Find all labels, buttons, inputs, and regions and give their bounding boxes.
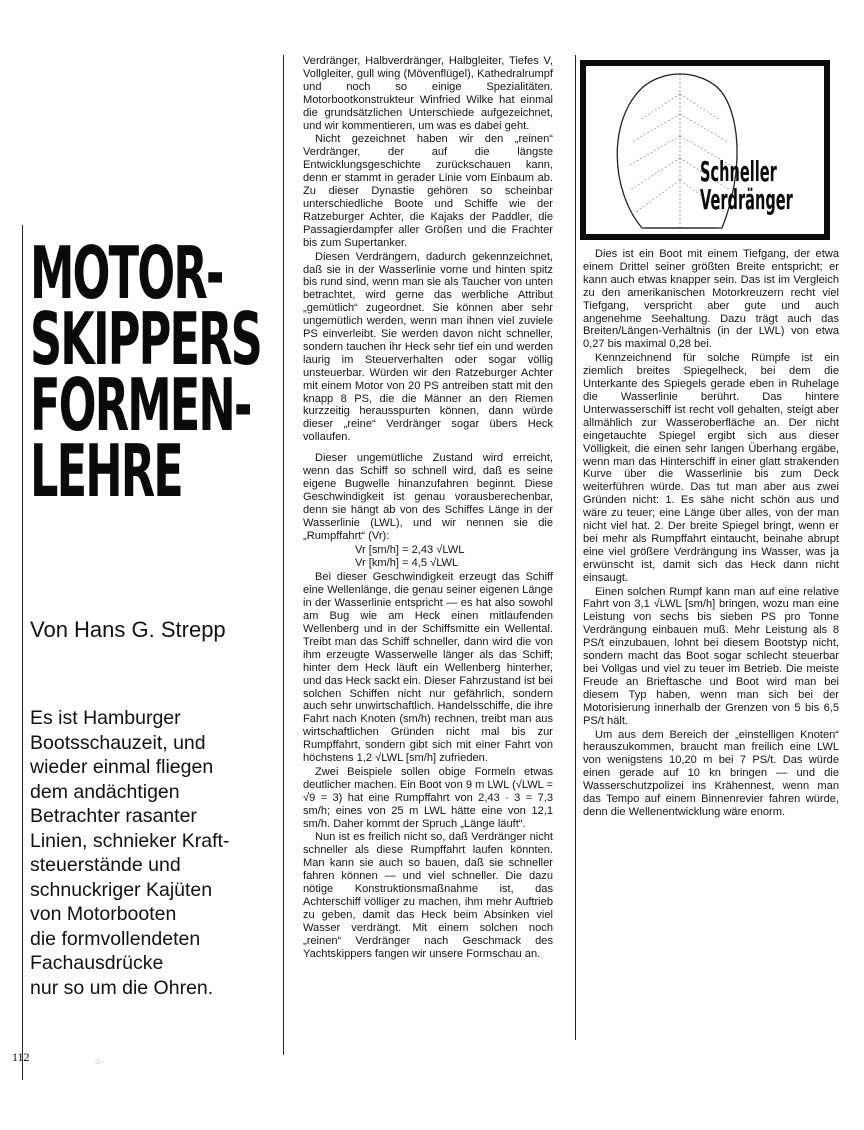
intro-line: wieder einmal fliegen <box>30 756 214 778</box>
hull-diagram <box>580 60 830 240</box>
intro-line: die formvollendeten <box>30 927 201 950</box>
paragraph: Um aus dem Bereich der „einstelligen Knoten“ herauszukommen, braucht man freilich eine LWL von wenigstens 10,20 m bei 7 PS/t. Das würde einen gerade auf 10 kn bringen — und die Wasserschutzpolizei ins Krähennest, wenn man das Tempo auf einem Binnenrevier fahren würde, denn die Wellenentwicklung wäre enorm. <box>583 728 839 818</box>
formula: Vr [km/h] = 4,5 √LWL <box>355 557 459 570</box>
intro-line: schnuckriger Kajüten <box>30 878 213 901</box>
paragraph: Bei dieser Geschwindigkeit erzeugt das Schiff eine Wellenlänge, die genau seiner eigenen Länge in der Wasserlinie entspricht — es hat also sowohl am Bug wie am Heck einen mitlaufenden Wellenberg und in der Schiffsmitte ein Wellental. Treibt man das Schiff schneller, dann wird die von ihm erzeugte Wasserwelle länger als das Schiff; hinter dem Heck läuft ein Wellenberg hinterher, und das Heck sackt ein. Dieser Fahrzustand ist bei solchen Schiffen nicht nur gefährlich, sondern auch sehr unwirtschaftlich. Handelsschiffe, die ihre Fahrt nach Knoten (sm/h) rechnen, treibt man aus wirtschaftlichen Gründen nicht mal bis zur Rumpffahrt, sondern gibt sich mit einer Fahrt von höchstens 1,2 √LWL [sm/h] zufrieden. <box>303 571 553 765</box>
paragraph: Verdränger, Halbverdränger, Halbgleiter, Tiefes V, Vollgleiter, gull wing (Mövenflügel), Kathedralrumpf und noch so einige Spezialitäten. Motorbootkonstrukteur Winfried Wilke hat einmal die grundsätzlichen Unterschiede aufgezeichnet, und wir kommentieren, um was es dabei geht. <box>303 55 553 132</box>
intro-line: von Motorbooten <box>30 903 177 925</box>
intro-line: Es ist Hamburger <box>30 707 181 729</box>
intro-text <box>30 706 280 1000</box>
paragraph: Nicht gezeichnet haben wir den „reinen“ Verdränger, der auf die längste Entwicklungsgeschichte zurückschauen kann, denn er stammt in gerader Linie vom Einbaum ab. Zu dieser Dynastie gehören so scheinbar unterschiedliche Boote und Schiffe wie der Ratzeburger Achter, die Kajaks der Paddler, die Passagierdampfer aller Größen und die Frachter bis zum Supertanker. <box>303 133 553 249</box>
paragraph: Diesen Verdrängern, dadurch gekennzeichnet, daß sie in der Wasserlinie vorne und hinten spitz bis rund sind, wenn man sie als Taucher von unten betrachtet, wird gerne das werbliche Attribut „gemütlich“ zugeordnet. Sie können aber sehr ungemütlich werden, wenn man ihnen viel zuviele PS einverleibt. Sie werden davon nicht schneller, sondern tauchen ihr Heck sehr tief ein und werden laurig im Steuerverhalten oder sogar völlig unsteuerbar. Würden wir den Ratzeburger Achter mit einem Motor von 20 PS antreiben statt mit den knapp 8 PS, die die Männer an den Riemen kurzzeitig herausspurten können, dann würde dieser „reine“ Verdränger sogar übers Heck vollaufen. <box>303 250 553 444</box>
middle-column-rule <box>283 55 284 1055</box>
intro-line: Bootsschauzeit, und <box>30 731 206 754</box>
paragraph: Einen solchen Rumpf kann man auf eine relative Fahrt von 3,1 √LWL [sm/h] bringen, wozu man eine Leistung von sechs bis sieben PS pro Tonne Verdrängung einbauen muß. Mehr Leistung als 8 PS/t einzubauen, lohnt bei diesem Bootstyp nicht, sondern macht das Boot sogar schlecht steuerbar bei Vollgas und viel zu teuer im Betrieb. Die meiste Freude an Brieftasche und Boot wird man bei diesem Typ haben, wenn man sich bei der Motorisierung innerhalb der Grenzen von 5 bis 6,5 PS/t hält. <box>583 585 839 727</box>
intro-line: Betrachter rasanter <box>30 805 197 827</box>
intro-line: nur so um die Ohren. <box>30 976 214 999</box>
byline: Von Hans G. Strepp <box>30 617 226 642</box>
diagram-label-line: Schneller <box>700 155 777 188</box>
diagram-label-line: Verdränger <box>700 183 793 216</box>
page-number: 112 <box>12 1050 30 1064</box>
formula: Vr [sm/h] = 2,43 √LWL <box>355 543 465 556</box>
paragraph: Zwei Beispiele sollen obige Formeln etwas deutlicher machen. Ein Boot von 9 m LWL (√LWL = √9 = 3) hat eine Rumpffahrt von 2,43 · 3 = 7,3 sm/h; eines von 25 m LWL hätte eine von 12,1 sm/h. Daher kommt der Spruch „Länge läuft“. <box>303 765 553 830</box>
diagram-label <box>700 155 830 216</box>
headline-line: LEHRE <box>30 429 182 513</box>
intro-line: dem andächtigen <box>30 780 180 803</box>
left-column-rule <box>22 225 23 1080</box>
intro-line: steuerstände und <box>30 854 181 876</box>
article-column-middle <box>303 55 553 962</box>
paragraph: Dieser ungemütliche Zustand wird erreicht, wenn das Schiff so schnell wird, daß es seine eigene Bugwelle hinanzufahren beginnt. Diese Geschwindigkeit ist genau vorausberechenbar, denn sie hängt ab von des Schiffes Länge in der Wasserlinie (LWL), und wir nennen sie die „Rumpffahrt“ (Vr): <box>303 452 553 542</box>
article-column-right <box>583 248 839 820</box>
paragraph: Dies ist ein Boot mit einem Tiefgang, der etwa einem Drittel seiner größten Breite entspricht; er kann auch etwas knapper sein. Das ist im Vergleich zu den amerikanischen Motorkreuzern recht viel Tiefgang, verspricht aber gute und auch angenehme Seehaltung. Dazu trägt auch das Breiten/Längen-Verhältnis (in der LWL) von etwa 0,27 bis maximal 0,28 bei. <box>583 248 839 351</box>
paragraph: Nun ist es freilich nicht so, daß Verdränger nicht schneller als diese Rumpffahrt laufen könnten. Man kann sie auch so bauen, daß sie schneller fahren können — und viel schneller. Die dazu nötige Konstruktionsmaßnahme ist, das Achterschiff völliger zu machen, ihm mehr Auftrieb zu geben, damit das Heck beim Absinken viel Wasser verdrängt. Mit einem solchen noch „reinen“ Verdränger nach Geschmack des Yachtskippers fangen wir unsere Formschau an. <box>303 831 553 960</box>
right-column-rule <box>575 55 576 1040</box>
intro-line: Fachausdrücke <box>30 952 164 974</box>
intro-line: Linien, schnieker Kraft- <box>30 829 230 852</box>
headline-line: MOTOR- <box>30 231 223 315</box>
headline-line: FORMEN- <box>30 363 251 447</box>
print-speck: ⁘ <box>94 1058 102 1068</box>
paragraph: Kennzeichnend für solche Rümpfe ist ein ziemlich breites Spiegelheck, bei dem die Unterkante des Spiegels gerade eben in Ruhelage die Wasserlinie berührt. Das hintere Unterwasserschiff ist recht voll gehalten, steigt aber allmählich zur Wasseroberfläche an. Der nicht eingetauchte Spiegel ergibt sich aus dieser Völligkeit, die einen sehr langen Überhang ergäbe, wenn man das Hinterschiff in einer glatt strakenden Kurve über die Wasserlinie bis zum Deck weiterführen würde. Das tut man aber aus zwei Gründen nicht: 1. Es sähe nicht schön aus und wäre zu teuer; eine Länge über alles, von der man nicht viel hat. 2. Der breite Spiegel bringt, wenn er bei mehr als Rumpffahrt eintaucht, beinahe abrupt eine viel größere Verdrängung ins Wasser, was ja erwünscht ist, damit sich das Heck dann nicht einsaugt. <box>583 352 839 584</box>
headline-line: SKIPPERS <box>30 297 261 381</box>
headline <box>30 231 278 513</box>
